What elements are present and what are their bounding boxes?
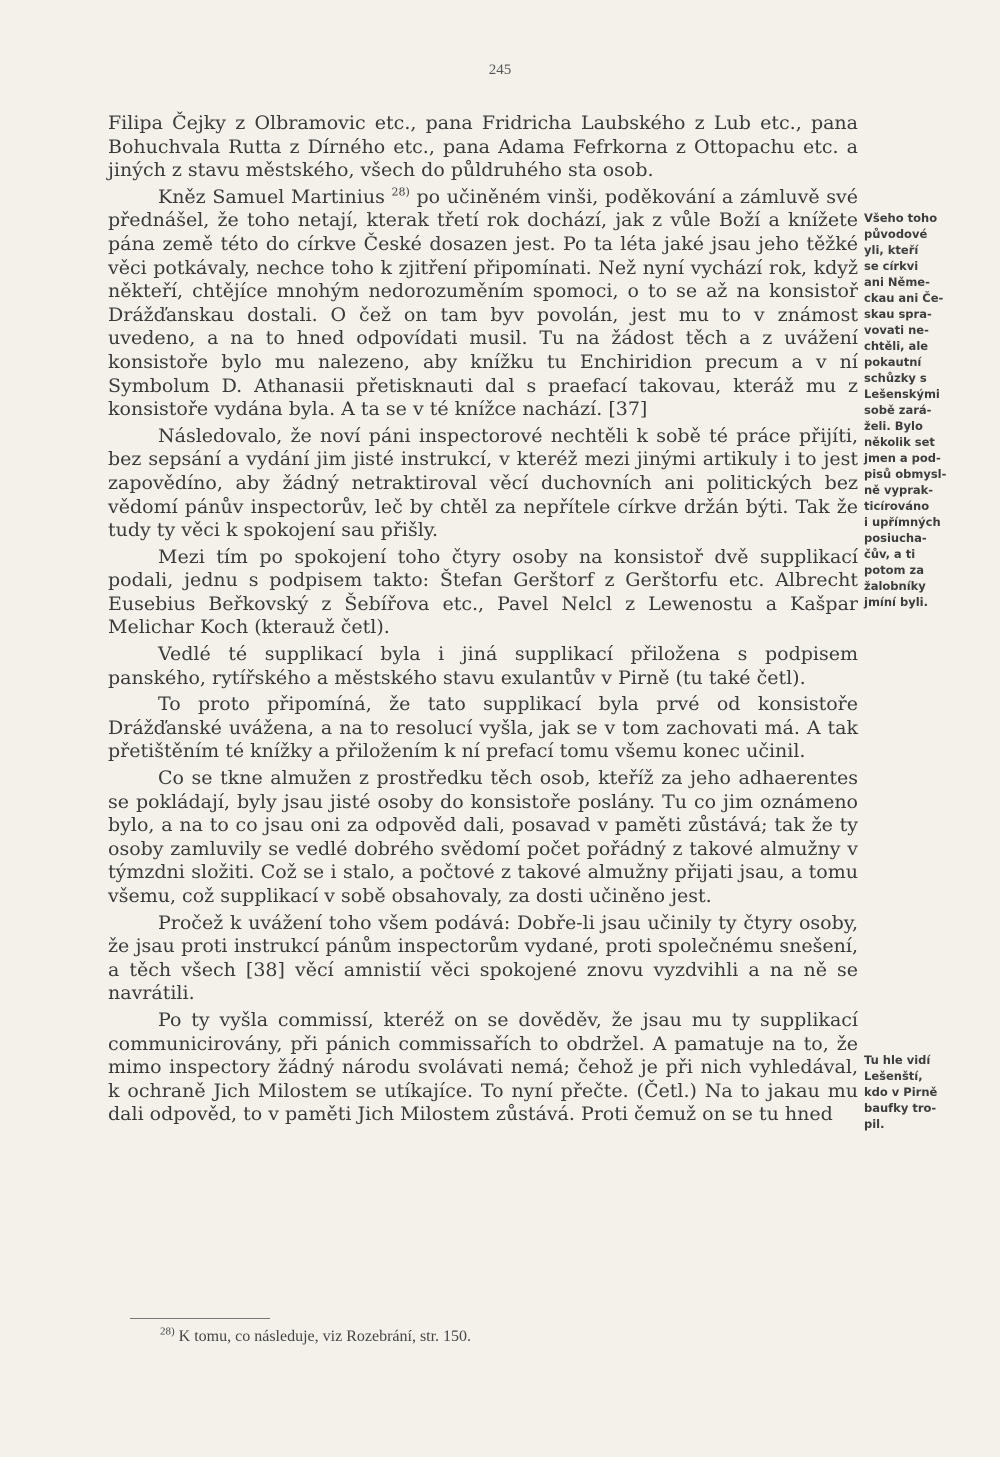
margin-note-line: skau spra- <box>864 307 932 321</box>
margin-note-line: i upřímných <box>864 515 941 529</box>
margin-note-line: Tu hle vidí <box>864 1053 931 1067</box>
margin-note-line: žalobníky <box>864 579 926 593</box>
margin-note-line: ckau ani Če- <box>864 291 944 305</box>
margin-note-line: jmíní byli. <box>864 595 928 609</box>
main-text <box>108 112 858 1127</box>
margin-note-line: pisů obmysl- <box>864 467 947 481</box>
margin-note-line: Lešenští, <box>864 1069 923 1083</box>
paragraph-8 <box>108 912 858 1006</box>
paragraph-8-lead: Pročež k uvážení toho všem podává: Dobře-li jsau učinily ty čtyry osoby, že jsau proti instrukcí pánům inspectorům vydané, proti společnému snešení, a těch všech <box>108 911 858 981</box>
footnote-ref: 28) <box>391 185 410 199</box>
margin-note-line: želi. Bylo <box>864 419 923 433</box>
margin-note-line: vovati ne- <box>864 323 929 337</box>
page-number: 245 <box>488 62 512 78</box>
margin-note-line: jmen a pod- <box>864 451 941 465</box>
margin-note-line: několik set <box>864 435 935 449</box>
margin-note-2 <box>864 1052 954 1132</box>
paragraph-9: Po ty vyšla commissí, kteréž on se dověděv, že jsau mu ty supplikací communicirovány, při pánich commissařích to obdržel. A pamatuje na to, že mimo inspectory žádný národu svolávati nemá; čehož je při nich vyhledával, k ochraně Jich Milostem se utíkajíce. To nyní přečte. (Četl.) Na to jakau mu dali odpověd, to v paměti Jich Milostem zůstává. Proti čemuž on se tu hned <box>108 1008 858 1126</box>
margin-note-line: pil. <box>864 1117 885 1131</box>
paragraph-5: Vedlé té supplikací byla i jiná supplikací přiložena s podpisem panského, rytířského a městského stavu exulantův v Pirně (tu také četl). <box>108 643 858 689</box>
paragraph-4: Mezi tím po spokojení toho čtyry osoby na konsistoř dvě supplikací podali, jednu s podpisem takto: Štefan Gerštorf z Gerštorfu etc. Albrecht Eusebius Beřkovský z Šebířova etc., Pavel Nelcl z Lewenostu a Kašpar Melichar Koch (kterauž četl). <box>108 545 858 639</box>
margin-note-line: původové <box>864 227 928 241</box>
paragraph-3: Následovalo, že noví páni inspectorové nechtěli k sobě té práce přijíti, bez sepsání a vydání jim jisté instrukcí, v kteréž mezi jinými artikuly i to jest zapovědíno, aby žádný netraktiroval věcí duchovních ani politických bez vědomí pánův inspectorův, leč by chtěl za nepřítele církve držán býti. Tak že tudy ty věci k spokojení sau přišly. <box>108 424 858 542</box>
page-ref-37: [37] <box>608 398 648 421</box>
paragraph-8-body: věcí amnistií věci spokojené znovu vyzdvihli a na ně se navrátili. <box>108 958 859 1005</box>
footnote <box>160 1325 860 1346</box>
margin-note-line: kdo v Pirně <box>864 1085 938 1099</box>
margin-note-line: ticírováno <box>864 499 930 513</box>
margin-note-line: Všeho toho <box>864 211 938 225</box>
margin-note-line: schůzky s <box>864 371 927 385</box>
paragraph-2-body: po učiněném vinši, poděkování a zámluvě své přednášel, že toho netají, kterak třetí rok dochází, jak z vůle Boží a knížete pána země této do církve České dosazen jest. Po ta léta jaké jsau jeho těžké věci potkávaly, nechce toho k zjitření připomínati. Než nyní vychází rok, když někteří, chtějíce mnohým nedorozuměním spomoci, o to se až na konsistoř Drážďanskau dostali. O čež on tam byv povolán, jest mu to v známost uvedeno, a na to hned odpovídati musil. Tu na žádost těch a z uvážení konsistoře bylo mu nalezeno, aby knížku tu Enchiridion precum a v ní Symbolum D. Athanasii přetisknauti dal s praefací takovau, kteráž mu z konsistoře vydána byla. A ta se v té knížce nachází. <box>108 185 858 421</box>
margin-note-line: se církvi <box>864 259 919 273</box>
margin-note-line: čův, a ti <box>864 547 916 561</box>
paragraph-2 <box>108 186 858 422</box>
margin-note-line: ně vyprak- <box>864 483 934 497</box>
paragraph-6: To proto připomíná, že tato supplikací byla prvé od konsistoře Drážďanské uvážena, a na to resolucí vyšla, jak se v tom zachovati má. A tak přetištěním té knížky a přiložením k ní prefací tomu všemu konec učinil. <box>108 693 858 763</box>
margin-note-line: chtěli, ale <box>864 339 929 353</box>
margin-note-line: baufky tro- <box>864 1101 937 1115</box>
paragraph-1: Filipa Čejky z Olbramovic etc., pana Fridricha Laubského z Lub etc., pana Bohuchvala Rutta z Dírného etc., pana Adama Fefrkorna z Ottopachu etc. a jiných z stavu městského, všech do půldruhého sta osob. <box>108 112 858 182</box>
margin-note-1 <box>864 210 954 610</box>
margin-note-line: ani Něme- <box>864 275 930 289</box>
page-ref-38: [38] <box>245 958 285 981</box>
margin-note-line: potom za <box>864 563 924 577</box>
margin-note-line: yli, kteří <box>864 243 919 257</box>
footnote-rule <box>130 1318 270 1319</box>
footnote-text: K tomu, co následuje, viz Rozebrání, str. 150. <box>178 1328 472 1345</box>
footnote-marker: 28) <box>160 1325 175 1338</box>
margin-note-line: sobě zará- <box>864 403 932 417</box>
margin-note-line: Lešenskými <box>864 387 940 401</box>
margin-note-line: posiucha- <box>864 531 927 545</box>
paragraph-7: Co se tkne almužen z prostředku těch osob, kteříž za jeho adhaerentes se pokládají, byly jsau jisté osoby do konsistoře poslány. Tu co jim oznámeno bylo, a na to co jsau oni za odpověd dali, posavad v paměti zůstává; tak že ty osoby zamluvily se vedlé dobrého svědomí počet pořádný z takové almužny v týmzdni složiti. Což se i stalo, a počtové z takové almužny přijati jsau, a tomu všemu, což supplikací v sobě obsahovaly, za dosti učiněno jest. <box>108 767 858 907</box>
margin-note-line: pokautní <box>864 355 922 369</box>
paragraph-2-lead: Kněz Samuel Martinius <box>158 185 385 208</box>
